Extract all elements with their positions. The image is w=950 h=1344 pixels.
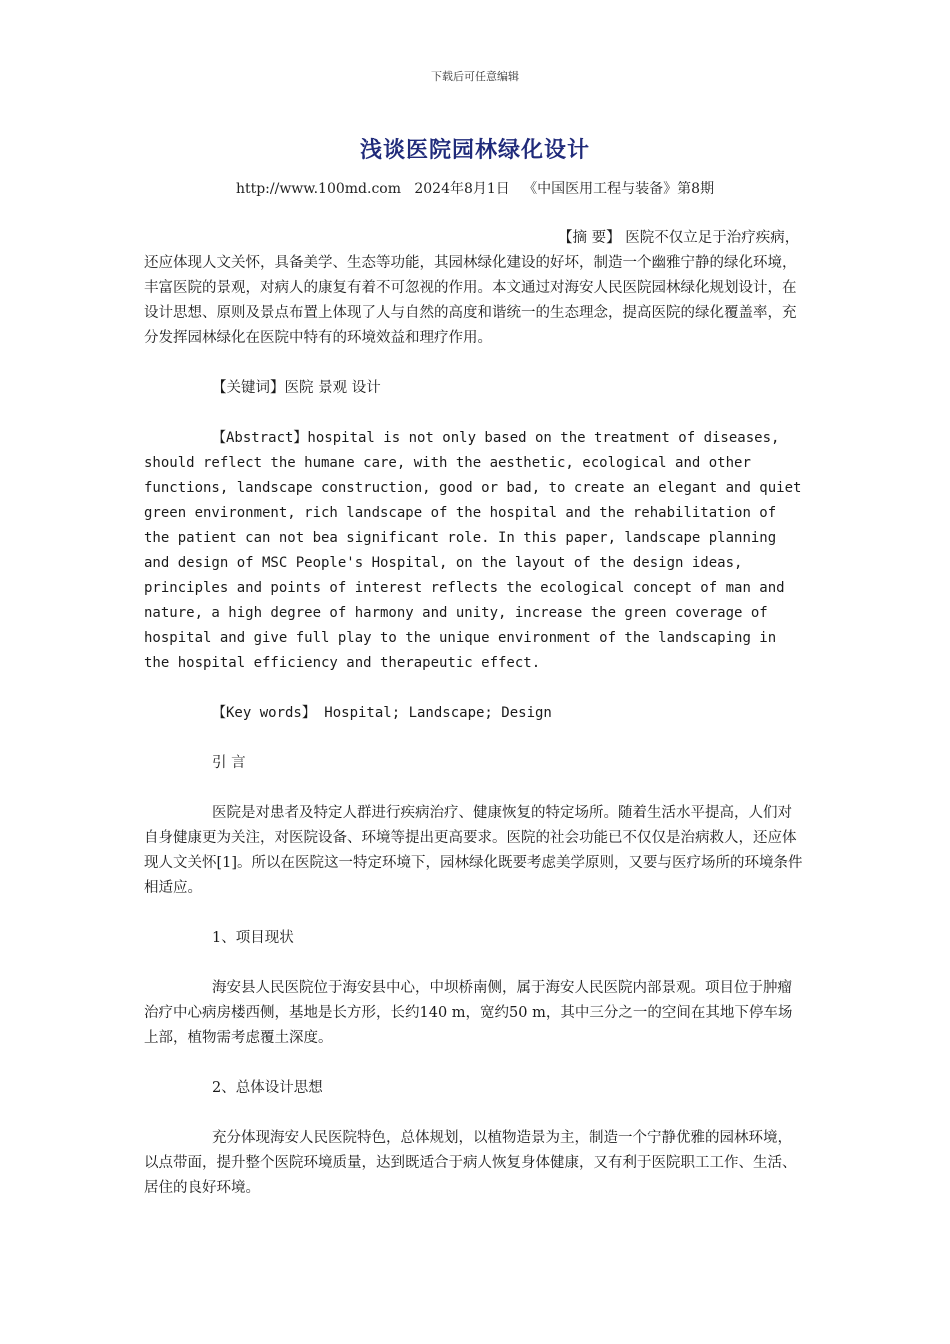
page-header-note: 下载后可任意编辑: [431, 70, 519, 83]
abstract-english: 【Abstract】hospital is not only based on the treatment of diseases, should reflect the humane care, with the aesthetic, ecological and other functions, landscape construction, good or bad, to create an elegant and quiet green environment, rich landscape of the hospital and the rehabilitation of the patient can not bea significant role. In this paper, landscape planning and design of MSC People's Hospital, on the layout of the design ideas, principles and points of interest reflects the ecological concept of man and nature, a high degree of harmony and unity, increase the green coverage of hospital and give full play to the unique environment of the landscaping in the hospital efficiency and therapeutic effect.: [144, 430, 802, 671]
article-title: 浅谈医院园林绿化设计: [359, 137, 590, 163]
article-body: [144, 226, 806, 1226]
keywords-english: 【Key words】 Hospital; Landscape; Design: [212, 705, 552, 721]
section-1-paragraph: 海安县人民医院位于海安县中心，中坝桥南侧，属于海安人民医院内部景观。项目位于肿瘤治疗中心病房楼西侧，基地是长方形，长约140 m，宽约50 m，其中三分之一的空间在其地下停车场上部，植物需考虑覆土深度。: [144, 980, 793, 1046]
article-meta: http://www.100md.com 2024年8月1日 《中国医用工程与装备》第8期: [235, 181, 715, 197]
section-2-paragraph: 充分体现海安人民医院特色，总体规划，以植物造景为主，制造一个宁静优雅的园林环境，以点带面，提升整个医院环境质量，达到既适合于病人恢复身体健康，又有利于医院职工工作、生活、居住的良好环境。: [144, 1130, 797, 1196]
intro-heading: 引 言: [212, 755, 246, 771]
intro-paragraph: 医院是对患者及特定人群进行疾病治疗、健康恢复的特定场所。随着生活水平提高，人们对自身健康更为关注，对医院设备、环境等提出更高要求。医院的社会功能已不仅仅是治病救人，还应体现人文关怀[1]。所以在医院这一特定环境下，园林绿化既要考虑美学原则，又要与医疗场所的环境条件相适应。: [144, 805, 803, 896]
section-2-heading: 2、总体设计思想: [212, 1080, 323, 1096]
section-1-heading: 1、项目现状: [212, 930, 294, 946]
abstract-chinese: 【摘 要】 医院不仅立足于治疗疾病，还应体现人文关怀，具备美学、生态等功能，其园林绿化建设的好坏，制造一个幽雅宁静的绿化环境，丰富医院的景观，对病人的康复有着不可忽视的作用。本文通过对海安人民医院园林绿化规划设计，在设计思想、原则及景点布置上体现了人与自然的高度和谐统一的生态理念，提高医院的绿化覆盖率，充分发挥园林绿化在医院中特有的环境效益和理疗作用。: [144, 230, 800, 346]
keywords-chinese: 【关键词】医院 景观 设计: [212, 380, 381, 396]
